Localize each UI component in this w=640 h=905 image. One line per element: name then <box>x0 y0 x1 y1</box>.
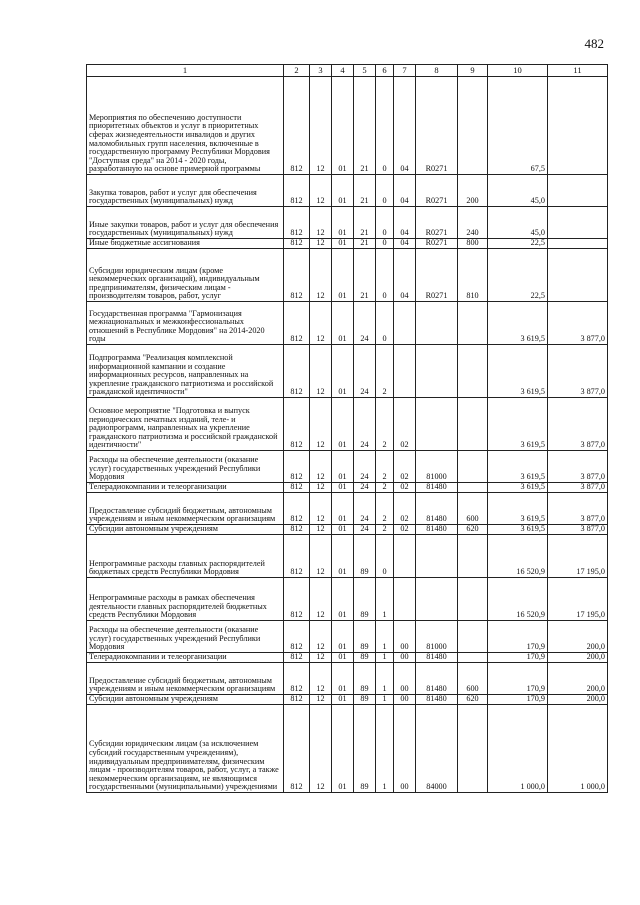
cell-expense-type: 600 <box>458 663 488 695</box>
cell-amount-2019: 3 619,5 <box>488 483 548 493</box>
cell-expense-direction <box>416 398 458 451</box>
cell-expense-type: 620 <box>458 695 488 705</box>
cell-item-name: Иные закупки товаров, работ и услуг для обеспечения государственных (муниципальных) нужд <box>87 207 284 239</box>
cell-subsection: 01 <box>332 451 354 483</box>
cell-item-name: Субсидии юридическим лицам (за исключением субсидий государственным учреждениям), индивидуальным предпринимателям, физическим лицам - производителям товаров, работ, услуг, а также некоммерческим организациям, не являющимся государственными (муниципальными) учреждениями <box>87 705 284 793</box>
cell-item-name: Предоставление субсидий бюджетным, автономным учреждениям и иным некоммерческим организациям <box>87 663 284 695</box>
cell-subsection: 01 <box>332 483 354 493</box>
cell-activity: 02 <box>394 451 416 483</box>
table-row <box>87 621 608 653</box>
table-row <box>87 663 608 695</box>
cell-admin-code: 812 <box>284 705 310 793</box>
cell-subprogram: 1 <box>376 653 394 663</box>
cell-section: 12 <box>310 621 332 653</box>
cell-subsection: 01 <box>332 653 354 663</box>
column-header-8: 8 <box>416 65 458 77</box>
cell-amount-2020 <box>548 207 608 239</box>
cell-activity: 00 <box>394 695 416 705</box>
cell-admin-code: 812 <box>284 578 310 621</box>
table-row <box>87 302 608 345</box>
cell-amount-2020: 3 877,0 <box>548 302 608 345</box>
cell-item-name: Государственная программа "Гармонизация межнациональных и межконфессиональных отношений в Республике Мордовия" на 2014-2020 годы <box>87 302 284 345</box>
cell-amount-2019: 1 000,0 <box>488 705 548 793</box>
cell-activity: 04 <box>394 207 416 239</box>
table-row <box>87 239 608 249</box>
cell-subsection: 01 <box>332 175 354 207</box>
cell-program: 24 <box>354 302 376 345</box>
cell-expense-direction <box>416 345 458 398</box>
cell-activity <box>394 578 416 621</box>
cell-amount-2019: 3 619,5 <box>488 493 548 525</box>
cell-section: 12 <box>310 578 332 621</box>
cell-subprogram: 2 <box>376 345 394 398</box>
cell-subsection: 01 <box>332 525 354 535</box>
cell-section: 12 <box>310 493 332 525</box>
cell-amount-2020 <box>548 77 608 175</box>
cell-section: 12 <box>310 345 332 398</box>
cell-subsection: 01 <box>332 695 354 705</box>
cell-admin-code: 812 <box>284 535 310 578</box>
cell-program: 21 <box>354 175 376 207</box>
cell-section: 12 <box>310 483 332 493</box>
cell-expense-type <box>458 77 488 175</box>
cell-subprogram: 1 <box>376 578 394 621</box>
cell-subprogram: 0 <box>376 77 394 175</box>
cell-subsection: 01 <box>332 663 354 695</box>
cell-amount-2020: 200,0 <box>548 621 608 653</box>
table-row <box>87 249 608 302</box>
cell-subsection: 01 <box>332 705 354 793</box>
cell-activity: 02 <box>394 493 416 525</box>
table-row <box>87 77 608 175</box>
cell-expense-direction: R0271 <box>416 249 458 302</box>
cell-subsection: 01 <box>332 493 354 525</box>
cell-expense-type <box>458 653 488 663</box>
cell-program: 89 <box>354 621 376 653</box>
cell-section: 12 <box>310 239 332 249</box>
cell-program: 21 <box>354 249 376 302</box>
cell-expense-direction: R0271 <box>416 175 458 207</box>
cell-section: 12 <box>310 249 332 302</box>
cell-subsection: 01 <box>332 207 354 239</box>
cell-program: 24 <box>354 398 376 451</box>
cell-subprogram: 0 <box>376 207 394 239</box>
cell-amount-2019: 170,9 <box>488 653 548 663</box>
cell-activity <box>394 535 416 578</box>
cell-admin-code: 812 <box>284 653 310 663</box>
table-row <box>87 175 608 207</box>
cell-section: 12 <box>310 302 332 345</box>
cell-activity: 04 <box>394 77 416 175</box>
cell-amount-2019: 3 619,5 <box>488 525 548 535</box>
cell-expense-direction: R0271 <box>416 77 458 175</box>
cell-amount-2019: 3 619,5 <box>488 302 548 345</box>
cell-item-name: Основное мероприятие "Подготовка и выпуск периодических печатных изданий, теле- и радиопрограмм, направленных на укрепление гражданского патриотизма и российской гражданской идентичности" <box>87 398 284 451</box>
cell-amount-2019: 3 619,5 <box>488 345 548 398</box>
cell-expense-direction: 81480 <box>416 493 458 525</box>
cell-activity: 02 <box>394 525 416 535</box>
cell-program: 24 <box>354 451 376 483</box>
column-header-6: 6 <box>376 65 394 77</box>
cell-section: 12 <box>310 663 332 695</box>
cell-section: 12 <box>310 695 332 705</box>
table-row <box>87 535 608 578</box>
cell-subsection: 01 <box>332 77 354 175</box>
cell-expense-type: 200 <box>458 175 488 207</box>
cell-subsection: 01 <box>332 398 354 451</box>
cell-section: 12 <box>310 175 332 207</box>
cell-expense-direction <box>416 302 458 345</box>
cell-subprogram: 1 <box>376 705 394 793</box>
cell-program: 89 <box>354 653 376 663</box>
cell-admin-code: 812 <box>284 493 310 525</box>
table-row <box>87 345 608 398</box>
cell-admin-code: 812 <box>284 621 310 653</box>
table-row <box>87 398 608 451</box>
column-header-11: 11 <box>548 65 608 77</box>
cell-activity: 00 <box>394 705 416 793</box>
cell-expense-direction: 81480 <box>416 525 458 535</box>
cell-amount-2020 <box>548 175 608 207</box>
table-row <box>87 207 608 239</box>
cell-section: 12 <box>310 77 332 175</box>
cell-subsection: 01 <box>332 302 354 345</box>
cell-program: 24 <box>354 525 376 535</box>
cell-subprogram: 0 <box>376 535 394 578</box>
cell-amount-2020: 200,0 <box>548 695 608 705</box>
cell-expense-direction: R0271 <box>416 239 458 249</box>
cell-subsection: 01 <box>332 578 354 621</box>
cell-program: 21 <box>354 239 376 249</box>
cell-amount-2019: 170,9 <box>488 621 548 653</box>
cell-program: 24 <box>354 345 376 398</box>
cell-expense-direction: 81480 <box>416 663 458 695</box>
cell-subprogram: 2 <box>376 525 394 535</box>
cell-item-name: Субсидии автономным учреждениям <box>87 695 284 705</box>
cell-admin-code: 812 <box>284 207 310 239</box>
cell-activity: 00 <box>394 653 416 663</box>
cell-admin-code: 812 <box>284 239 310 249</box>
cell-amount-2020: 17 195,0 <box>548 535 608 578</box>
column-header-2: 2 <box>284 65 310 77</box>
cell-admin-code: 812 <box>284 525 310 535</box>
cell-item-name: Субсидии автономным учреждениям <box>87 525 284 535</box>
cell-admin-code: 812 <box>284 483 310 493</box>
cell-item-name: Предоставление субсидий бюджетным, автономным учреждениям и иным некоммерческим организациям <box>87 493 284 525</box>
cell-subprogram: 0 <box>376 302 394 345</box>
cell-item-name: Непрограммные расходы главных распорядителей бюджетных средств Республики Мордовия <box>87 535 284 578</box>
cell-activity: 04 <box>394 249 416 302</box>
cell-item-name: Расходы на обеспечение деятельности (оказание услуг) государственных учреждений Республики Мордовия <box>87 621 284 653</box>
cell-amount-2019: 67,5 <box>488 77 548 175</box>
cell-amount-2020: 3 877,0 <box>548 398 608 451</box>
cell-activity: 02 <box>394 483 416 493</box>
cell-expense-type <box>458 302 488 345</box>
cell-program: 89 <box>354 695 376 705</box>
cell-program: 24 <box>354 483 376 493</box>
cell-expense-direction: R0271 <box>416 207 458 239</box>
cell-section: 12 <box>310 705 332 793</box>
budget-table <box>86 64 608 793</box>
cell-admin-code: 812 <box>284 302 310 345</box>
cell-admin-code: 812 <box>284 451 310 483</box>
cell-item-name: Телерадиокомпании и телеорганизации <box>87 653 284 663</box>
cell-program: 89 <box>354 705 376 793</box>
cell-section: 12 <box>310 525 332 535</box>
cell-section: 12 <box>310 451 332 483</box>
cell-amount-2020: 3 877,0 <box>548 493 608 525</box>
cell-expense-type <box>458 621 488 653</box>
cell-admin-code: 812 <box>284 398 310 451</box>
header-row <box>87 65 608 77</box>
column-header-1: 1 <box>87 65 284 77</box>
cell-amount-2020: 17 195,0 <box>548 578 608 621</box>
column-header-4: 4 <box>332 65 354 77</box>
cell-expense-direction: 81480 <box>416 653 458 663</box>
cell-activity <box>394 302 416 345</box>
cell-amount-2019: 170,9 <box>488 663 548 695</box>
cell-admin-code: 812 <box>284 345 310 398</box>
cell-subsection: 01 <box>332 535 354 578</box>
cell-expense-type: 600 <box>458 493 488 525</box>
column-header-10: 10 <box>488 65 548 77</box>
cell-expense-direction <box>416 578 458 621</box>
cell-subprogram: 0 <box>376 239 394 249</box>
cell-section: 12 <box>310 207 332 239</box>
cell-admin-code: 812 <box>284 695 310 705</box>
cell-expense-direction: 84000 <box>416 705 458 793</box>
cell-expense-type <box>458 578 488 621</box>
cell-item-name: Закупка товаров, работ и услуг для обеспечения государственных (муниципальных) нужд <box>87 175 284 207</box>
cell-subprogram: 1 <box>376 695 394 705</box>
cell-item-name: Мероприятия по обеспечению доступности приоритетных объектов и услуг в приоритетных сферах жизнедеятельности инвалидов и других маломобильных групп населения, включенные в государственную программу Республики Мордовия "Доступная среда" на 2014 - 2020 годы, разработанную на основе примерной программы <box>87 77 284 175</box>
cell-amount-2019: 45,0 <box>488 175 548 207</box>
cell-program: 24 <box>354 493 376 525</box>
column-header-9: 9 <box>458 65 488 77</box>
cell-subprogram: 0 <box>376 175 394 207</box>
cell-item-name: Непрограммные расходы в рамках обеспечения деятельности главных распорядителей бюджетных средств Республики Мордовия <box>87 578 284 621</box>
cell-expense-type <box>458 705 488 793</box>
cell-amount-2019: 3 619,5 <box>488 451 548 483</box>
table-row <box>87 451 608 483</box>
cell-amount-2020: 3 877,0 <box>548 345 608 398</box>
table-row <box>87 695 608 705</box>
cell-activity <box>394 345 416 398</box>
cell-expense-type <box>458 451 488 483</box>
cell-amount-2019: 3 619,5 <box>488 398 548 451</box>
cell-subprogram: 2 <box>376 451 394 483</box>
cell-amount-2019: 22,5 <box>488 249 548 302</box>
cell-program: 21 <box>354 77 376 175</box>
table-row <box>87 705 608 793</box>
cell-item-name: Подпрограмма "Реализация комплексной информационной кампании и создание информационных ресурсов, направленных на укрепление гражданского патриотизма и российской гражданской идентичности" <box>87 345 284 398</box>
cell-activity: 00 <box>394 663 416 695</box>
cell-expense-direction: 81000 <box>416 621 458 653</box>
cell-expense-direction: 81000 <box>416 451 458 483</box>
cell-expense-direction <box>416 535 458 578</box>
cell-activity: 00 <box>394 621 416 653</box>
cell-item-name: Телерадиокомпании и телеорганизации <box>87 483 284 493</box>
cell-admin-code: 812 <box>284 249 310 302</box>
cell-amount-2020: 1 000,0 <box>548 705 608 793</box>
table-row <box>87 578 608 621</box>
cell-amount-2020 <box>548 249 608 302</box>
cell-expense-type <box>458 535 488 578</box>
cell-amount-2020: 3 877,0 <box>548 525 608 535</box>
page-number: 482 <box>584 36 604 51</box>
cell-admin-code: 812 <box>284 663 310 695</box>
cell-section: 12 <box>310 653 332 663</box>
cell-amount-2019: 22,5 <box>488 239 548 249</box>
cell-subsection: 01 <box>332 345 354 398</box>
cell-subsection: 01 <box>332 621 354 653</box>
cell-admin-code: 812 <box>284 175 310 207</box>
cell-amount-2020 <box>548 239 608 249</box>
cell-item-name: Субсидии юридическим лицам (кроме некоммерческих организаций), индивидуальным предпринимателям, физическим лицам - производителям товаров, работ, услуг <box>87 249 284 302</box>
column-header-3: 3 <box>310 65 332 77</box>
cell-program: 21 <box>354 207 376 239</box>
table-row <box>87 525 608 535</box>
cell-section: 12 <box>310 535 332 578</box>
cell-subprogram: 1 <box>376 621 394 653</box>
cell-item-name: Иные бюджетные ассигнования <box>87 239 284 249</box>
cell-program: 89 <box>354 535 376 578</box>
cell-amount-2020: 200,0 <box>548 663 608 695</box>
cell-activity: 04 <box>394 175 416 207</box>
cell-amount-2019: 16 520,9 <box>488 535 548 578</box>
column-header-5: 5 <box>354 65 376 77</box>
cell-activity: 04 <box>394 239 416 249</box>
cell-subsection: 01 <box>332 239 354 249</box>
cell-subprogram: 2 <box>376 483 394 493</box>
cell-subprogram: 1 <box>376 663 394 695</box>
cell-section: 12 <box>310 398 332 451</box>
cell-program: 89 <box>354 663 376 695</box>
cell-expense-type: 800 <box>458 239 488 249</box>
cell-expense-type: 240 <box>458 207 488 239</box>
table-row <box>87 483 608 493</box>
table-row <box>87 653 608 663</box>
cell-expense-direction: 81480 <box>416 483 458 493</box>
cell-amount-2019: 45,0 <box>488 207 548 239</box>
cell-item-name: Расходы на обеспечение деятельности (оказание услуг) государственных учреждений Республики Мордовия <box>87 451 284 483</box>
cell-subprogram: 2 <box>376 398 394 451</box>
cell-expense-type: 620 <box>458 525 488 535</box>
cell-amount-2020: 3 877,0 <box>548 483 608 493</box>
cell-expense-type: 810 <box>458 249 488 302</box>
cell-admin-code: 812 <box>284 77 310 175</box>
cell-amount-2019: 170,9 <box>488 695 548 705</box>
cell-activity: 02 <box>394 398 416 451</box>
cell-expense-type <box>458 345 488 398</box>
cell-amount-2020: 200,0 <box>548 653 608 663</box>
cell-program: 89 <box>354 578 376 621</box>
cell-subsection: 01 <box>332 249 354 302</box>
cell-expense-type <box>458 483 488 493</box>
table-body <box>87 77 608 793</box>
column-header-7: 7 <box>394 65 416 77</box>
cell-expense-direction: 81480 <box>416 695 458 705</box>
cell-expense-type <box>458 398 488 451</box>
cell-subprogram: 0 <box>376 249 394 302</box>
cell-subprogram: 2 <box>376 493 394 525</box>
table-row <box>87 493 608 525</box>
cell-amount-2020: 3 877,0 <box>548 451 608 483</box>
cell-amount-2019: 16 520,9 <box>488 578 548 621</box>
